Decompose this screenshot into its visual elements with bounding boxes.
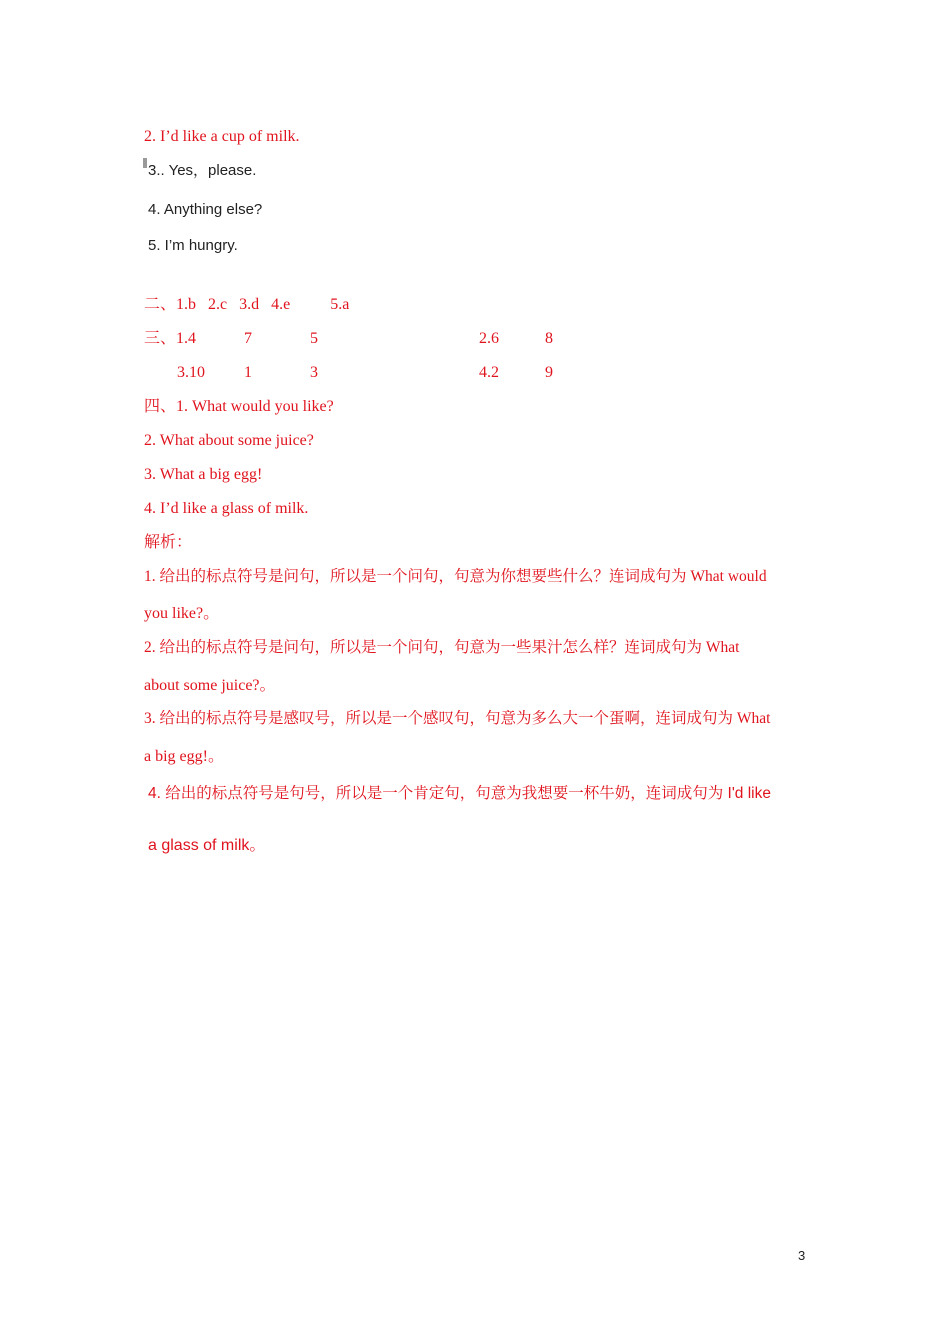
section-4-line-1: 四、1. What would you like?	[144, 398, 334, 415]
analysis-3-line-1: 3. 给出的标点符号是感叹号，所以是一个感叹句，句意为多么大一个蛋啊，连词成句为 What	[144, 710, 771, 727]
analysis-label: 解析：	[144, 534, 193, 551]
section-3-cell: 7	[244, 330, 252, 347]
analysis-2-line-2: about some juice?。	[144, 677, 276, 694]
analysis-4-line-2: a glass of milk。	[148, 837, 266, 854]
analysis-3-line-2: a big egg!。	[144, 748, 224, 765]
section-4-line-2: 2. What about some juice?	[144, 432, 314, 449]
analysis-4-line-1: 4. 给出的标点符号是句号，所以是一个肯定句，句意为我想要一杯牛奶，连词成句为 I'd like	[148, 785, 771, 802]
page-number: 3	[798, 1248, 806, 1263]
section-4-line-3: 3. What a big egg!	[144, 466, 263, 483]
section-3-cell: 8	[545, 330, 553, 347]
section-4-line-4: 4. I’d like a glass of milk.	[144, 500, 309, 517]
analysis-1-line-2: you like?。	[144, 605, 220, 622]
answer-line-4: 4. Anything else?	[148, 201, 263, 218]
analysis-1-line-1: 1. 给出的标点符号是问句，所以是一个问句，句意为你想要些什么？连词成句为 What would	[144, 568, 767, 585]
image-crop-mark	[143, 158, 147, 168]
section-3-cell: 3.10	[177, 364, 205, 381]
section-3-cell: 9	[545, 364, 553, 381]
section-3-cell: 2.6	[479, 330, 499, 347]
section-3-cell: 1	[244, 364, 252, 381]
section-2-answers: 二、1.b 2.c 3.d 4.e 5.a	[144, 296, 350, 313]
section-3-cell: 4.2	[479, 364, 499, 381]
analysis-2-line-1: 2. 给出的标点符号是问句，所以是一个问句，句意为一些果汁怎么样？连词成句为 What	[144, 639, 740, 656]
answer-line-5: 5. I’m hungry.	[148, 237, 238, 254]
answer-line-3: 3.. Yes，please.	[148, 162, 257, 179]
section-3-cell: 5	[310, 330, 318, 347]
section-3-cell: 3	[310, 364, 318, 381]
answer-line-2: 2. I’d like a cup of milk.	[144, 128, 300, 145]
section-3-cell: 三、1.4	[144, 330, 197, 347]
